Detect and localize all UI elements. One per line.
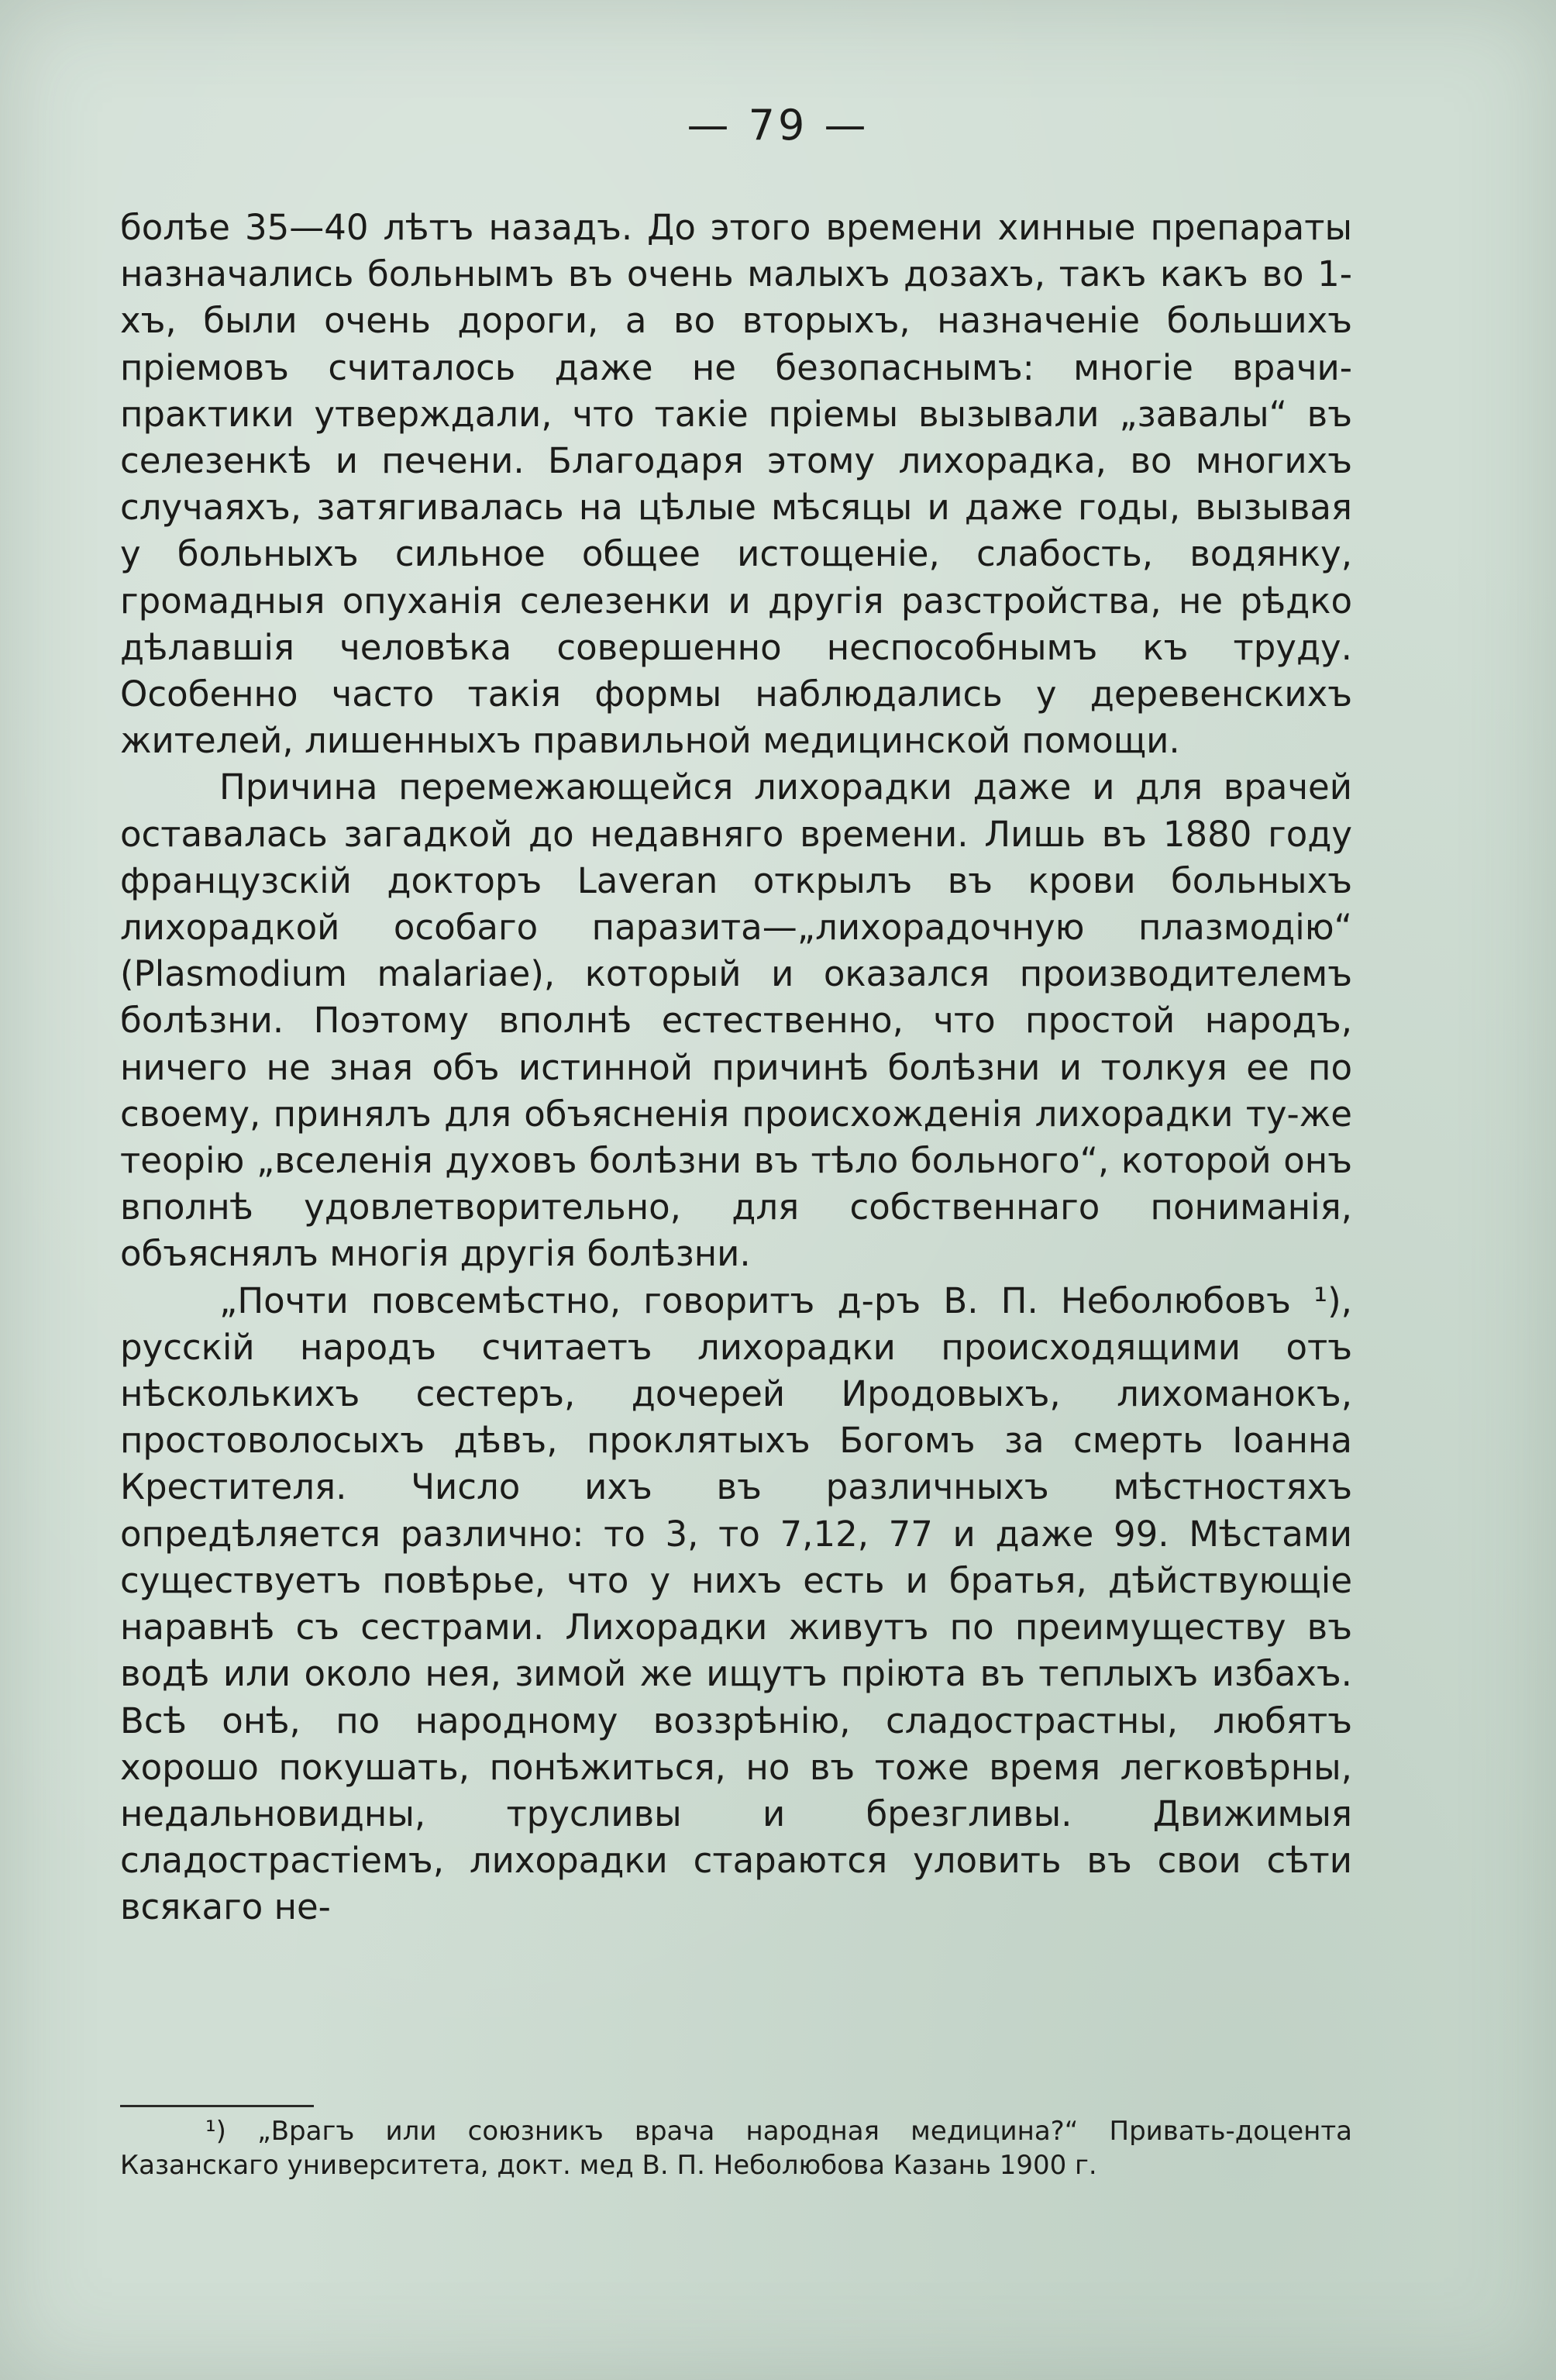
paragraph-3: „Почти повсемѣстно, говоритъ д-ръ В. П. Неболюбовъ ¹), русскій народъ считаетъ лихорадки происходящими отъ нѣсколькихъ сестеръ, дочерей Иродовыхъ, лихоманокъ, простоволосыхъ дѣвъ, проклятыхъ Богомъ за смерть Іоанна Крестителя. Число ихъ въ различныхъ мѣстностяхъ опредѣляется различно: то 3, то 7,12, 77 и даже 99. Мѣстами существуетъ повѣрье, что у нихъ есть и братья, дѣйствующіе наравнѣ съ сестрами. Лихорадки живутъ по преимуществу въ водѣ или около нея, зимой же ищутъ пріюта въ теплыхъ избахъ. Всѣ онѣ, по народному воззрѣнію, сладострастны, любятъ хорошо покушать, понѣжиться, но въ тоже время легковѣрны, недальновидны, трусливы и брезгливы. Движимыя сладострастіемъ, лихорадки стараются уловить въ свои сѣти всякаго не- [120, 1280, 1352, 1928]
paragraph-1: болѣе 35—40 лѣтъ назадъ. До этого времени хинные препараты назначались больнымъ въ очень малыхъ дозахъ, такъ какъ во 1-хъ, были очень дороги, а во вторыхъ, назначеніе большихъ пріемовъ считалось даже не безопаснымъ: многіе врачи-практики утверждали, что такіе пріемы вызывали „завалы“ въ селезенкѣ и печени. Благодаря этому лихорадка, во многихъ случаяхъ, затягивалась на цѣлые мѣсяцы и даже годы, вызывая у больныхъ сильное общее истощеніе, слабость, водянку, громадныя опуханія селезенки и другія разстройства, не рѣдко дѣлавшія человѣка совершенно неспособнымъ къ труду. Особенно часто такія формы наблюдались у деревенскихъ жителей, лишенныхъ правильной медицинской помощи. [120, 207, 1352, 762]
paragraph-2: Причина перемежающейся лихорадки даже и для врачей оставалась загадкой до недавняго времени. Лишь въ 1880 году французскій докторъ Laveran открылъ въ крови больныхъ лихорадкой особаго паразита—„лихорадочную плазмодію“ (Plasmodium malariae), который и оказался производителемъ болѣзни. Поэтому вполнѣ естественно, что простой народъ, ничего не зная объ истинной причинѣ болѣзни и толкуя ее по своему, принялъ для объясненія происхожденія лихорадки ту-же теорію „вселенія духовъ болѣзни въ тѣло больного“, которой онъ вполнѣ удовлетворительно, для собственнаго пониманія, объяснялъ многія другія болѣзни. [120, 766, 1352, 1275]
page-number: — 79 — [687, 101, 869, 150]
body-text [120, 205, 1352, 1931]
footnote-divider [120, 2105, 314, 2107]
footnote: ¹) „Врагъ или союзникъ врача народная медицина?“ Привать-доцента Казанскаго университета, докт. мед В. П. Неболюбова Казань 1900 г. [120, 2116, 1352, 2181]
